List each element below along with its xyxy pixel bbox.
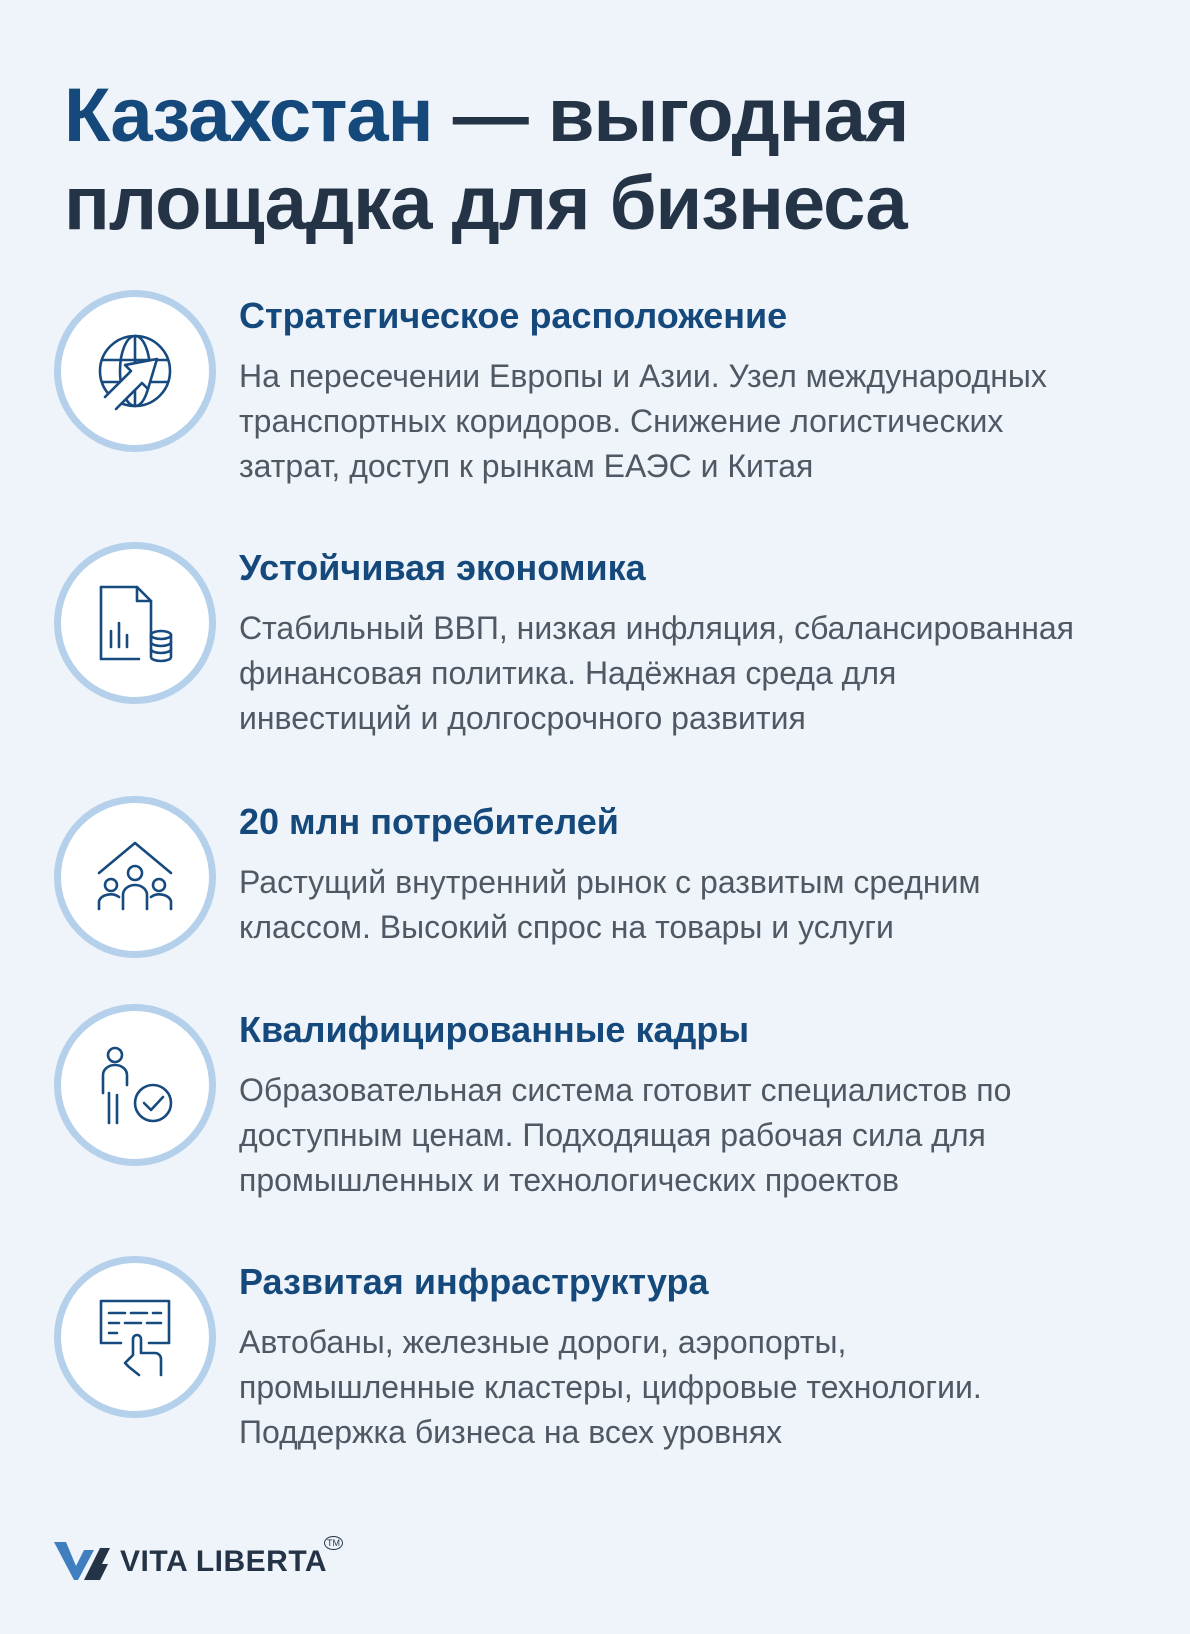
benefit-text-line: инвестиций и долгосрочного развития (239, 700, 806, 736)
benefit-description (239, 1068, 1149, 1203)
benefit-text-line: финансовая политика. Надёжная среда для (239, 655, 897, 691)
benefit-text-line: промышленные кластеры, цифровые технологии. (239, 1369, 982, 1405)
benefit-text-line: промышленных и технологических проектов (239, 1162, 899, 1198)
brand-name: VITA LIBERTA (120, 1545, 328, 1578)
benefit-text-line: На пересечении Европы и Азии. Узел международных (239, 358, 1047, 394)
benefit-text-line: Автобаны, железные дороги, аэропорты, (239, 1324, 847, 1360)
benefit-item-workforce (54, 1004, 1174, 1198)
benefit-title: Квалифицированные кадры (239, 1009, 750, 1050)
house-people-icon (95, 837, 175, 917)
benefit-description (239, 606, 1149, 741)
icon-circle (54, 1004, 216, 1166)
page-title (64, 72, 1144, 248)
benefit-text-line: затрат, доступ к рынкам ЕАЭС и Китая (239, 448, 814, 484)
benefit-title: Стратегическое расположение (239, 295, 788, 336)
globe-cursor-icon (95, 331, 175, 411)
benefit-text-line: доступным ценам. Подходящая рабочая сила для (239, 1117, 986, 1153)
title-accent: Казахстан (64, 73, 433, 158)
vita-liberta-logo-icon (54, 1540, 110, 1582)
finance-document-icon (95, 583, 175, 663)
benefit-title: 20 млн потребителей (239, 801, 619, 842)
icon-circle (54, 796, 216, 958)
icon-circle (54, 1256, 216, 1418)
benefit-text-line: Образовательная система готовит специалистов по (239, 1072, 1012, 1108)
title-line-2: площадка для бизнеса (64, 161, 907, 246)
title-rest: — выгодная (432, 73, 909, 158)
benefit-title: Устойчивая экономика (239, 547, 646, 588)
benefit-item-location (54, 290, 1174, 484)
icon-circle (54, 290, 216, 452)
benefit-description (239, 860, 1149, 950)
touch-screen-icon (95, 1297, 175, 1377)
benefit-item-consumers (54, 796, 1174, 966)
benefit-description (239, 354, 1149, 489)
benefit-text-line: классом. Высокий спрос на товары и услуги (239, 909, 894, 945)
benefit-text-line: Растущий внутренний рынок с развитым средним (239, 864, 981, 900)
icon-circle (54, 542, 216, 704)
benefit-text-line: Поддержка бизнеса на всех уровнях (239, 1414, 783, 1450)
benefit-item-infrastructure (54, 1256, 1174, 1450)
brand-logo (54, 1536, 354, 1586)
benefit-text-line: транспортных коридоров. Снижение логистических (239, 403, 1004, 439)
trademark-badge: TM (324, 1536, 343, 1550)
person-check-icon (95, 1045, 175, 1125)
benefit-description (239, 1320, 1149, 1455)
benefit-title: Развитая инфраструктура (239, 1261, 709, 1302)
title-line-1 (64, 72, 1144, 160)
benefit-text-line: Стабильный ВВП, низкая инфляция, сбалансированная (239, 610, 1074, 646)
benefit-item-economy (54, 542, 1174, 736)
